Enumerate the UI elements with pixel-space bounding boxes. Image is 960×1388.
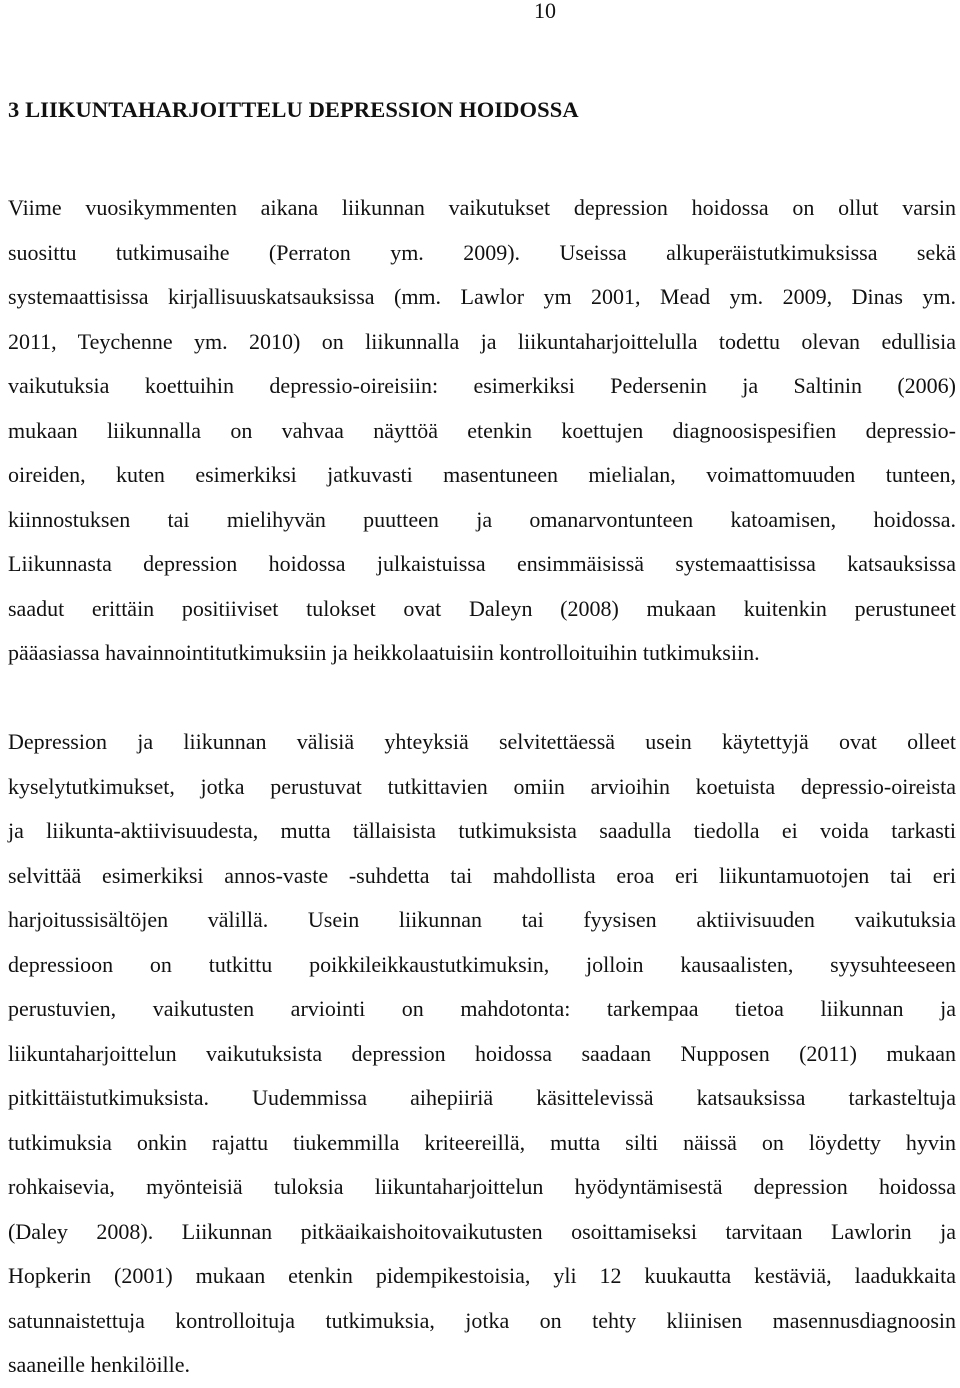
- paragraph-line: pitkittäistutkimuksista. Uudemmissa aihepiiriä käsittelevissä katsauksissa tarkasteltuja: [8, 1085, 956, 1110]
- paragraph-line: Depression ja liikunnan välisiä yhteyksiä selvitettäessä usein käytettyjä ovat olleet: [8, 729, 956, 754]
- paragraph-line: selvittää esimerkiksi annos-vaste -suhdetta tai mahdollista eroa eri liikuntamuotojen tai eri: [8, 862, 956, 888]
- paragraph-line: (Daley 2008). Liikunnan pitkäaikaishoitovaikutusten osoittamiseksi tarvitaan Lawlorin ja: [8, 1218, 956, 1244]
- paragraph-line: satunnaistettuja kontrolloituja tutkimuksia, jotka on tehty kliinisen masennusdiagnoosin: [8, 1307, 956, 1333]
- paragraph-line: Liikunnasta depression hoidossa julkaistuissa ensimmäisissä systemaattisissa katsauksissa: [8, 551, 956, 576]
- paragraph-line: oireiden, kuten esimerkiksi jatkuvasti masentuneen mielialan, voimattomuuden tunteen,: [8, 462, 956, 487]
- paragraph-line: saadut erittäin positiiviset tulokset ovat Daleyn (2008) mukaan kuitenkin perustuneet: [8, 595, 956, 621]
- paragraph-line: saaneille henkilöille.: [8, 1352, 191, 1377]
- paragraph-line: harjoitussisältöjen välillä. Usein liikunnan tai fyysisen aktiivisuuden vaikutuksia: [8, 907, 956, 932]
- paragraph-line: rohkaisevia, myönteisiä tuloksia liikuntaharjoittelun hyödyntämisestä depression hoidossa: [8, 1174, 956, 1199]
- paragraph-line: kiinnostuksen tai mielihyvän puutteen ja omanarvontunteen katoamisen, hoidossa.: [8, 506, 956, 532]
- paragraph-line: liikuntaharjoittelun vaikutuksista depression hoidossa saadaan Nupposen (2011) mukaan: [8, 1040, 956, 1066]
- paragraph-2: [8, 720, 956, 1388]
- paragraph-line: depressioon on tutkittu poikkileikkaustutkimuksin, jolloin kausaalisten, syysuhteeseen: [8, 951, 956, 977]
- page-number: 10: [534, 0, 556, 23]
- paragraph-line: suosittu tutkimusaihe (Perraton ym. 2009). Useissa alkuperäistutkimuksissa sekä: [8, 239, 956, 265]
- paragraph-line: Hopkerin (2001) mukaan etenkin pidempikestoisia, yli 12 kuukautta kestäviä, laadukkaita: [8, 1263, 956, 1288]
- paragraph-line: ja liikunta-aktiivisuudesta, mutta tällaisista tutkimuksista saadulla tiedolla ei voida tarkasti: [8, 818, 956, 843]
- paragraph-1: [8, 186, 956, 676]
- section-heading: 3 LIIKUNTAHARJOITTELU DEPRESSION HOIDOSSA: [8, 97, 579, 122]
- paragraph-line: kyselytutkimukset, jotka perustuvat tutkittavien omiin arvioihin koetuista depressio-oireista: [8, 773, 956, 799]
- paragraph-line: tutkimuksia onkin rajattu tiukemmilla kriteereillä, mutta silti näissä on löydetty hyvin: [8, 1129, 956, 1155]
- paragraph-line: systemaattisissa kirjallisuuskatsauksissa (mm. Lawlor ym 2001, Mead ym. 2009, Dinas ym.: [8, 284, 956, 309]
- paragraph-line: perustuvien, vaikutusten arviointi on mahdotonta: tarkempaa tietoa liikunnan ja: [8, 996, 956, 1021]
- paragraph-line: pääasiassa havainnointitutkimuksiin ja heikkolaatuisiin kontrolloituihin tutkimuksiin.: [8, 640, 760, 665]
- paragraph-line: Viime vuosikymmenten aikana liikunnan vaikutukset depression hoidossa on ollut varsin: [8, 195, 956, 220]
- paragraph-line: mukaan liikunnalla on vahvaa näyttöä etenkin koettujen diagnoosispesifien depressio-: [8, 417, 956, 443]
- paragraph-line: 2011, Teychenne ym. 2010) on liikunnalla ja liikuntaharjoittelulla todettu olevan edullisia: [8, 328, 956, 354]
- paragraph-line: vaikutuksia koettuihin depressio-oireisiin: esimerkiksi Pedersenin ja Saltinin (2006): [8, 373, 956, 398]
